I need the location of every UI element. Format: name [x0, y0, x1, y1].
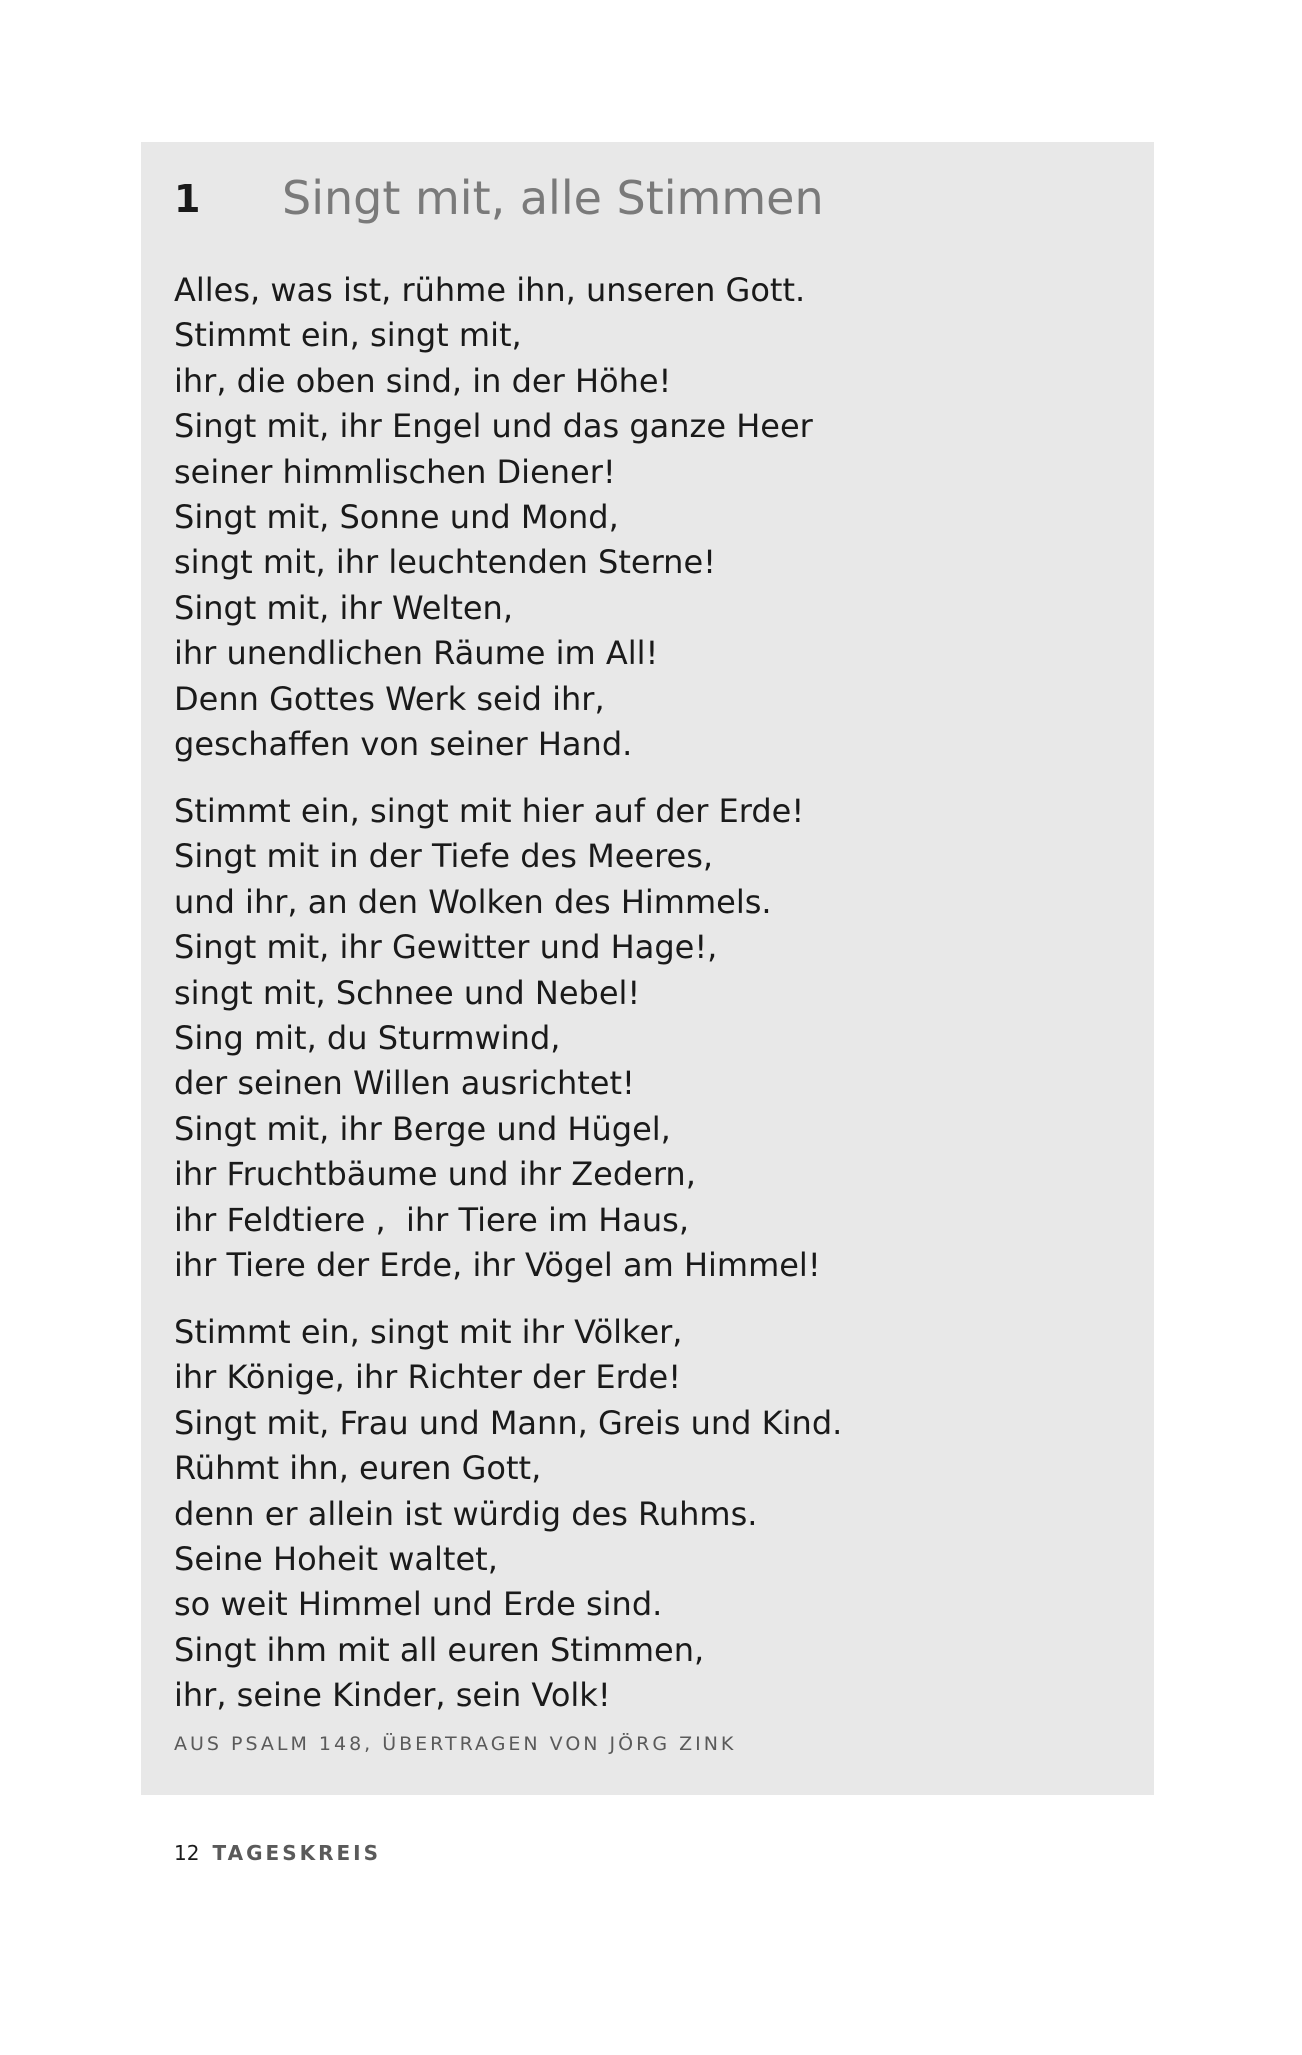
verse-line: seiner himmlischen Diener! — [174, 452, 616, 491]
stanza-1 — [174, 268, 813, 767]
verse-line: Singt mit, ihr Welten, — [174, 588, 513, 627]
verse-line: Singt mit, Frau und Mann, Greis und Kind. — [174, 1403, 843, 1442]
verse-line: Alles, was ist, rühme ihn, unseren Gott. — [174, 271, 806, 309]
hymn-number: 1 — [174, 177, 201, 221]
page-number: 12 — [174, 1841, 200, 1865]
verse-line: ihr Feldtiere , ihr Tiere im Haus, — [174, 1200, 689, 1239]
verse-line: Singt ihm mit all euren Stimmen, — [174, 1630, 705, 1669]
verse-line: Denn Gottes Werk seid ihr, — [174, 679, 605, 718]
verse-line: Singt mit, ihr Gewitter und Hage!, — [174, 928, 718, 967]
verse-line: denn er allein ist würdig des Ruhms. — [174, 1494, 758, 1533]
verse-line: singt mit, ihr leuchtenden Sterne! — [174, 543, 716, 582]
stanza-3 — [174, 1310, 842, 1719]
page-footer — [174, 1840, 381, 1868]
verse-line: Singt mit, ihr Engel und das ganze Heer — [174, 407, 813, 446]
verse-line: Singt mit in der Tiefe des Meeres, — [174, 837, 714, 876]
verse-line: ihr Könige, ihr Richter der Erde! — [174, 1358, 682, 1397]
verse-line: ihr unendlichen Räume im All! — [174, 634, 659, 673]
verse-line: so weit Himmel und Erde sind. — [174, 1585, 663, 1624]
verse-line: ihr Fruchtbäume und ihr Zedern, — [174, 1155, 696, 1194]
source-attribution: AUS PSALM 148, ÜBERTRAGEN VON JÖRG ZINK — [174, 1733, 737, 1755]
stanza-2 — [174, 789, 821, 1288]
verse-line: Sing mit, du Sturmwind, — [174, 1019, 561, 1058]
verse-line: Seine Hoheit waltet, — [174, 1540, 498, 1579]
verse-line: und ihr, an den Wolken des Himmels. — [174, 882, 772, 921]
verse-line: Singt mit, Sonne und Mond, — [174, 498, 619, 537]
hymn-title: Singt mit, alle Stimmen — [282, 171, 824, 225]
verse-line: Rühmt ihn, euren Gott, — [174, 1449, 542, 1488]
verse-line: ihr Tiere der Erde, ihr Vögel am Himmel! — [174, 1246, 821, 1285]
verse-line: Stimmt ein, singt mit hier auf der Erde! — [174, 792, 805, 830]
section-name: TAGESKREIS — [212, 1841, 382, 1865]
verse-line: ihr, seine Kinder, sein Volk! — [174, 1676, 611, 1715]
verse-line: der seinen Willen ausrichtet! — [174, 1064, 635, 1103]
verse-line: Stimmt ein, singt mit ihr Völker, — [174, 1313, 683, 1351]
verse-line: geschaffen von seiner Hand. — [174, 725, 633, 764]
verse-line: Singt mit, ihr Berge und Hügel, — [174, 1109, 671, 1148]
verse-line: singt mit, Schnee und Nebel! — [174, 973, 641, 1012]
verse-line: ihr, die oben sind, in der Höhe! — [174, 361, 672, 400]
verse-line: Stimmt ein, singt mit, — [174, 316, 522, 355]
